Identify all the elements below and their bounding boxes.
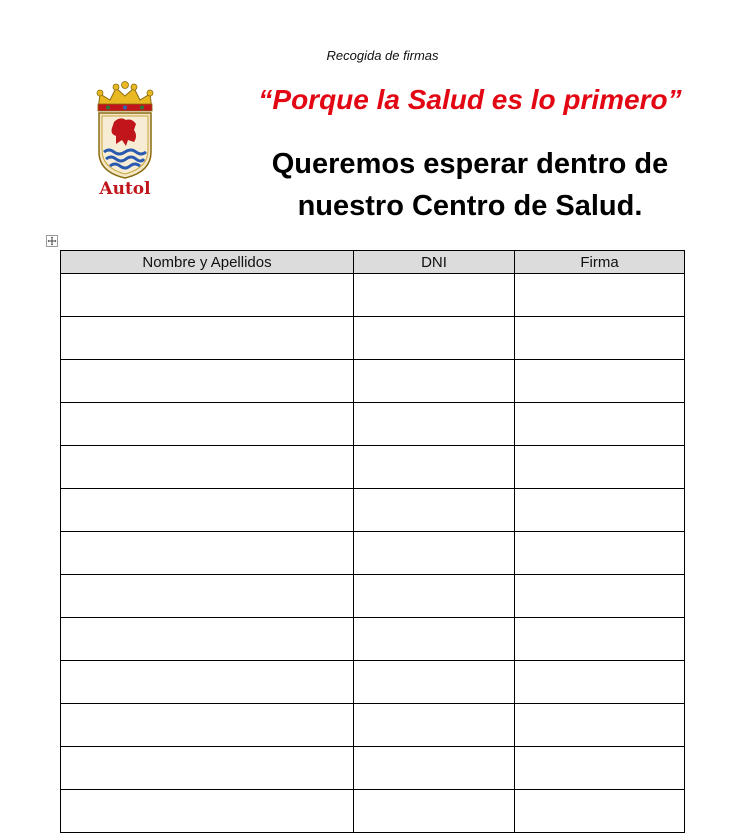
signature-cell[interactable] [515,747,685,790]
signature-cell[interactable] [515,704,685,747]
dni-cell[interactable] [354,704,515,747]
dni-cell[interactable] [354,575,515,618]
table-row [61,360,685,403]
signature-cell[interactable] [515,403,685,446]
name-cell[interactable] [61,446,354,489]
dni-cell[interactable] [354,747,515,790]
dni-cell[interactable] [354,532,515,575]
title-line-1: Queremos esperar dentro de [271,148,669,180]
name-cell[interactable] [61,704,354,747]
dni-cell[interactable] [354,618,515,661]
column-header-dni: DNI [354,251,515,274]
table-body [61,274,685,833]
column-header-name: Nombre y Apellidos [61,251,354,274]
table-row [61,747,685,790]
crest-label: Autol [99,179,151,199]
signature-cell[interactable] [515,575,685,618]
dni-cell[interactable] [354,790,515,833]
table-row [61,274,685,317]
column-header-signature: Firma [515,251,685,274]
table-row [61,489,685,532]
signature-cell[interactable] [515,489,685,532]
name-cell[interactable] [61,360,354,403]
table-row [61,704,685,747]
table-row [61,403,685,446]
name-cell[interactable] [61,575,354,618]
table-row [61,446,685,489]
table-row [61,317,685,360]
header-note: Recogida de firmas [326,48,439,63]
dni-cell[interactable] [354,317,515,360]
table-move-handle[interactable] [46,235,58,247]
table-header-row [61,251,685,274]
table-row [61,661,685,704]
signature-cell[interactable] [515,446,685,489]
name-cell[interactable] [61,317,354,360]
name-cell[interactable] [61,790,354,833]
signature-table [60,250,685,833]
name-cell[interactable] [61,274,354,317]
signature-cell[interactable] [515,790,685,833]
table-row [61,575,685,618]
dni-cell[interactable] [354,274,515,317]
signature-cell[interactable] [515,317,685,360]
signature-cell[interactable] [515,532,685,575]
name-cell[interactable] [61,489,354,532]
signature-cell[interactable] [515,360,685,403]
name-cell[interactable] [61,747,354,790]
signature-cell[interactable] [515,274,685,317]
name-cell[interactable] [61,532,354,575]
page-title [200,143,740,227]
dni-cell[interactable] [354,446,515,489]
motto: “Porque la Salud es lo primero” [258,84,682,115]
signature-cell[interactable] [515,661,685,704]
table-row [61,618,685,661]
table-row [61,790,685,833]
dni-cell[interactable] [354,661,515,704]
name-cell[interactable] [61,403,354,446]
move-cross-icon [47,236,57,246]
table-row [61,532,685,575]
dni-cell[interactable] [354,403,515,446]
dni-cell[interactable] [354,360,515,403]
name-cell[interactable] [61,618,354,661]
name-cell[interactable] [61,661,354,704]
signature-cell[interactable] [515,618,685,661]
title-line-2: nuestro Centro de Salud. [297,190,643,222]
dni-cell[interactable] [354,489,515,532]
